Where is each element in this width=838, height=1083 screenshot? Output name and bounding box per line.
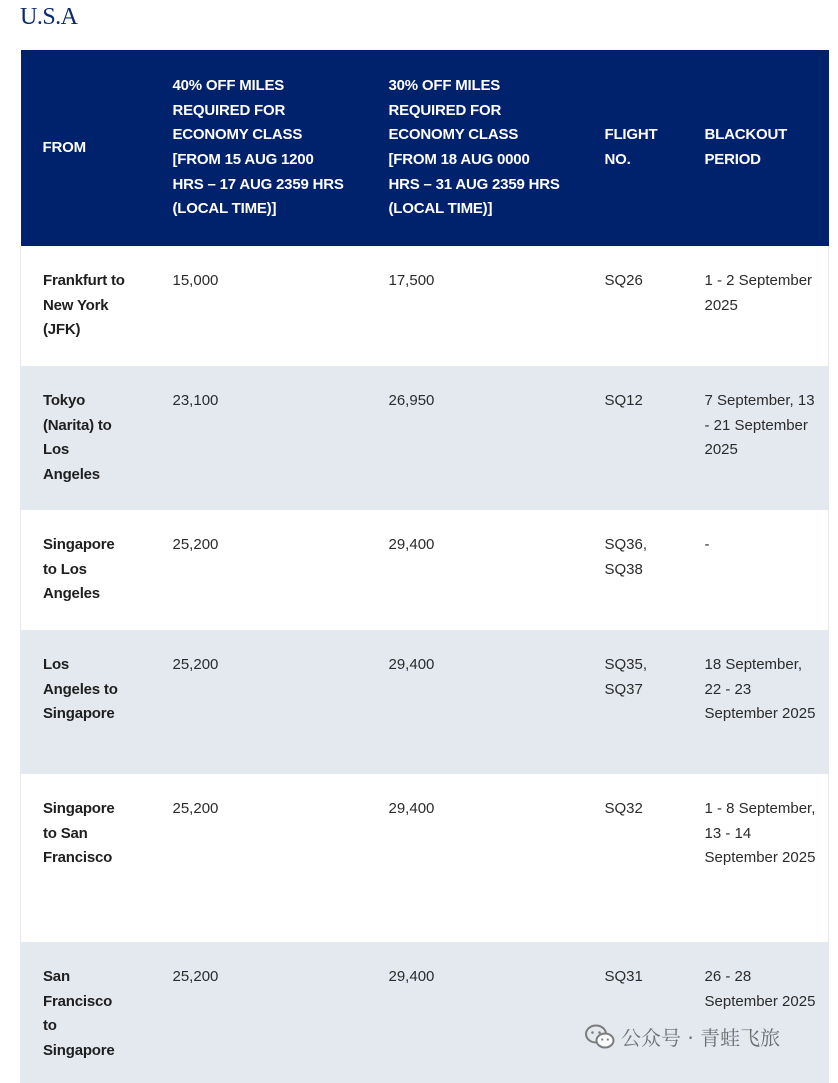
header-from: FROM <box>42 138 86 156</box>
table-row <box>21 366 829 510</box>
table-row <box>21 630 829 774</box>
miles-40-cell: 25,200 <box>172 968 219 985</box>
miles-40-cell: 25,200 <box>172 536 219 553</box>
header-40-off-miles: 40% OFF MILES REQUIRED FOR ECONOMY CLASS [FROM 15 AUG 1200 HRS – 17 AUG 2359 HRS (LOCAL TIME)] <box>172 77 344 218</box>
watermark-text: 公众号 · 青蛙飞旅 <box>621 1026 781 1050</box>
miles-30-cell: 26,950 <box>388 392 435 409</box>
miles-40-cell: 25,200 <box>172 656 219 673</box>
miles-30-cell: 17,500 <box>388 272 435 289</box>
blackout-cell: 1 - 2 September 2025 <box>704 272 813 314</box>
blackout-cell: 26 - 28 September 2025 <box>704 968 816 1010</box>
route-cell: Los Angeles to Singapore <box>43 656 118 723</box>
table-header-row <box>21 50 829 246</box>
table-row <box>21 942 829 1083</box>
miles-40-cell: 15,000 <box>172 272 219 289</box>
blackout-cell: 1 - 8 September, 13 - 14 September 2025 <box>704 800 816 867</box>
route-cell: Frankfurt to New York (JFK) <box>43 272 125 339</box>
flight-no-cell: SQ12 <box>604 392 643 409</box>
flight-no-cell: SQ35, SQ37 <box>604 656 648 698</box>
table-row <box>21 774 829 942</box>
table-row <box>21 510 829 630</box>
region-title: U.S.A <box>20 4 78 30</box>
blackout-cell: - <box>704 536 710 553</box>
route-cell: Tokyo (Narita) to Los Angeles <box>43 392 112 483</box>
flight-no-cell: SQ36, SQ38 <box>604 536 648 578</box>
header-flight-no: FLIGHT NO. <box>604 126 658 168</box>
flight-no-cell: SQ26 <box>604 272 643 289</box>
header-blackout-period: BLACKOUT PERIOD <box>704 126 788 168</box>
miles-30-cell: 29,400 <box>388 536 435 553</box>
miles-40-cell: 25,200 <box>172 800 219 817</box>
blackout-cell: 7 September, 13 - 21 September 2025 <box>704 392 815 459</box>
miles-30-cell: 29,400 <box>388 968 435 985</box>
miles-40-cell: 23,100 <box>172 392 219 409</box>
header-30-off-miles: 30% OFF MILES REQUIRED FOR ECONOMY CLASS [FROM 18 AUG 0000 HRS – 31 AUG 2359 HRS (LOCAL TIME)] <box>388 77 560 218</box>
route-cell: Singapore to San Francisco <box>43 800 115 867</box>
blackout-cell: 18 September, 22 - 23 September 2025 <box>704 656 816 723</box>
route-cell: San Francisco to Singapore <box>43 968 115 1059</box>
watermark <box>585 1022 780 1051</box>
miles-30-cell: 29,400 <box>388 656 435 673</box>
fares-table <box>20 50 829 1083</box>
route-cell: Singapore to Los Angeles <box>43 536 115 603</box>
table-row <box>21 246 829 366</box>
wechat-icon <box>585 1024 615 1050</box>
flight-no-cell: SQ32 <box>604 800 643 817</box>
flight-no-cell: SQ31 <box>604 968 643 985</box>
miles-30-cell: 29,400 <box>388 800 435 817</box>
